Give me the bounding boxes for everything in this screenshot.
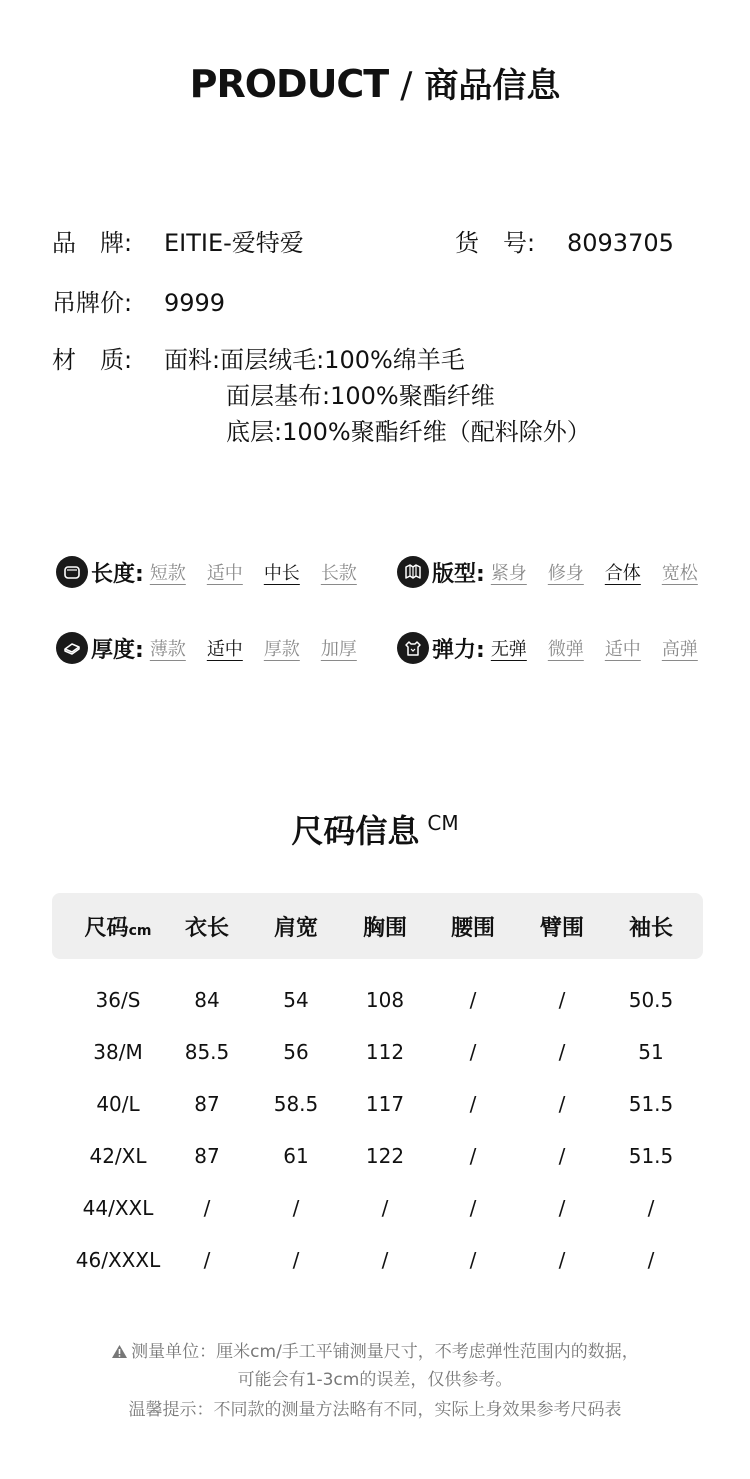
brand-label: 品 牌: (52, 229, 133, 257)
note-line-3: 温馨提示：不同款的测量方法略有不同，实际上身效果参考尺码表 (128, 1400, 622, 1420)
material-label: 材 质: (52, 346, 133, 374)
material-row (52, 345, 465, 375)
option-slight-stretch: 微弹 (547, 639, 584, 660)
cell-arm: / (558, 1144, 566, 1168)
cell-sleeve: 51 (638, 1040, 664, 1064)
cell-arm: / (558, 1248, 566, 1272)
cell-shoulder: 56 (283, 1040, 309, 1064)
cell-size: 44/XXL (82, 1196, 154, 1220)
title-zh: 商品信息 (424, 66, 561, 106)
cell-length: / (203, 1248, 211, 1272)
attr-elasticity-label: 弹力: (432, 637, 485, 663)
cell-waist: / (469, 1040, 477, 1064)
header-arm: 臂围 (539, 916, 584, 941)
cell-chest: / (381, 1196, 389, 1220)
size-chart-unit: CM (427, 811, 459, 835)
attr-length (56, 555, 357, 589)
option-slim: 修身 (547, 563, 584, 584)
title-separator: / (400, 65, 413, 106)
cell-length: / (203, 1196, 211, 1220)
header-size: 尺码cm (84, 916, 152, 941)
cell-sleeve: / (647, 1196, 655, 1220)
cell-shoulder: / (292, 1196, 300, 1220)
size-table-header (52, 893, 703, 959)
size-chart-title (0, 806, 750, 852)
price-value: 9999 (164, 289, 226, 317)
brand-row (52, 228, 304, 258)
header-waist: 腰围 (450, 916, 495, 941)
cell-chest: / (381, 1248, 389, 1272)
cell-arm: / (558, 1196, 566, 1220)
option-long: 长款 (320, 563, 357, 584)
material-line-1: 面料:面层绒毛:100%绵羊毛 (164, 346, 465, 374)
cell-waist: / (469, 1144, 477, 1168)
option-thick: 厚款 (263, 639, 300, 660)
cell-shoulder: 58.5 (273, 1092, 319, 1116)
option-tight: 紧身 (490, 563, 527, 584)
cell-sleeve: 51.5 (628, 1144, 674, 1168)
cell-sleeve: 50.5 (628, 988, 674, 1012)
attr-elasticity (397, 631, 698, 665)
page-title (0, 58, 750, 107)
cell-size: 36/S (95, 988, 141, 1012)
option-no-stretch: 无弹 (490, 639, 527, 660)
cell-chest: 108 (365, 988, 405, 1012)
option-high-stretch: 高弹 (661, 639, 698, 660)
header-length: 衣长 (184, 916, 229, 941)
cell-shoulder: / (292, 1248, 300, 1272)
option-moderate-stretch: 适中 (604, 639, 641, 660)
title-en: PRODUCT (189, 62, 389, 106)
cell-size: 38/M (93, 1040, 143, 1064)
cell-waist: / (469, 1248, 477, 1272)
option-thin: 薄款 (149, 639, 186, 660)
fit-icon (397, 556, 429, 588)
attr-fit (397, 555, 698, 589)
option-regular: 合体 (604, 563, 641, 584)
attr-length-label: 长度: (91, 561, 144, 587)
thickness-icon (56, 632, 88, 664)
length-icon (56, 556, 88, 588)
cell-shoulder: 61 (283, 1144, 309, 1168)
option-mid-long: 中长 (263, 563, 300, 584)
material-line-3: 底层:100%聚酯纤维（配料除外） (226, 418, 591, 446)
cell-arm: / (558, 1040, 566, 1064)
cell-waist: / (469, 988, 477, 1012)
cell-chest: 112 (365, 1040, 405, 1064)
cell-arm: / (558, 1092, 566, 1116)
cell-size: 40/L (96, 1092, 140, 1116)
cell-sleeve: / (647, 1248, 655, 1272)
note-line-1-text: 测量单位：厘米cm/手工平铺测量尺寸，不考虑弹性范围内的数据， (131, 1342, 639, 1362)
cell-chest: 117 (365, 1092, 405, 1116)
material-line-2: 面层基布:100%聚酯纤维 (226, 382, 495, 410)
cell-length: 84 (194, 988, 220, 1012)
option-loose: 宽松 (661, 563, 698, 584)
header-shoulder: 肩宽 (273, 916, 318, 941)
size-chart-title-text: 尺码信息 (291, 812, 420, 850)
cell-length: 85.5 (184, 1040, 230, 1064)
note-line-2: 可能会有1-3cm的误差，仅供参考。 (237, 1370, 513, 1390)
brand-value: EITIE-爱特爱 (164, 229, 304, 257)
price-label: 吊牌价: (52, 289, 133, 317)
attr-fit-label: 版型: (432, 561, 485, 587)
attr-thickness (56, 631, 357, 665)
warning-icon (111, 1344, 128, 1364)
cell-length: 87 (194, 1144, 220, 1168)
cell-size: 42/XL (89, 1144, 147, 1168)
price-row (52, 288, 226, 318)
note-line-1 (0, 1337, 750, 1364)
sku-value: 8093705 (567, 229, 674, 257)
cell-waist: / (469, 1092, 477, 1116)
cell-sleeve: 51.5 (628, 1092, 674, 1116)
sku-label: 货 号: (455, 229, 536, 257)
attr-thickness-label: 厚度: (91, 637, 144, 663)
option-medium: 适中 (206, 563, 243, 584)
sku-row (455, 228, 674, 258)
cell-shoulder: 54 (283, 988, 309, 1012)
option-short: 短款 (149, 563, 186, 584)
option-moderate: 适中 (206, 639, 243, 660)
elasticity-icon (397, 632, 429, 664)
header-size-unit: cm (128, 923, 152, 939)
cell-length: 87 (194, 1092, 220, 1116)
cell-size: 46/XXXL (75, 1248, 161, 1272)
option-extra-thick: 加厚 (320, 639, 357, 660)
cell-chest: 122 (365, 1144, 405, 1168)
header-sleeve: 袖长 (628, 916, 673, 941)
cell-waist: / (469, 1196, 477, 1220)
header-chest: 胸围 (362, 916, 407, 941)
cell-arm: / (558, 988, 566, 1012)
